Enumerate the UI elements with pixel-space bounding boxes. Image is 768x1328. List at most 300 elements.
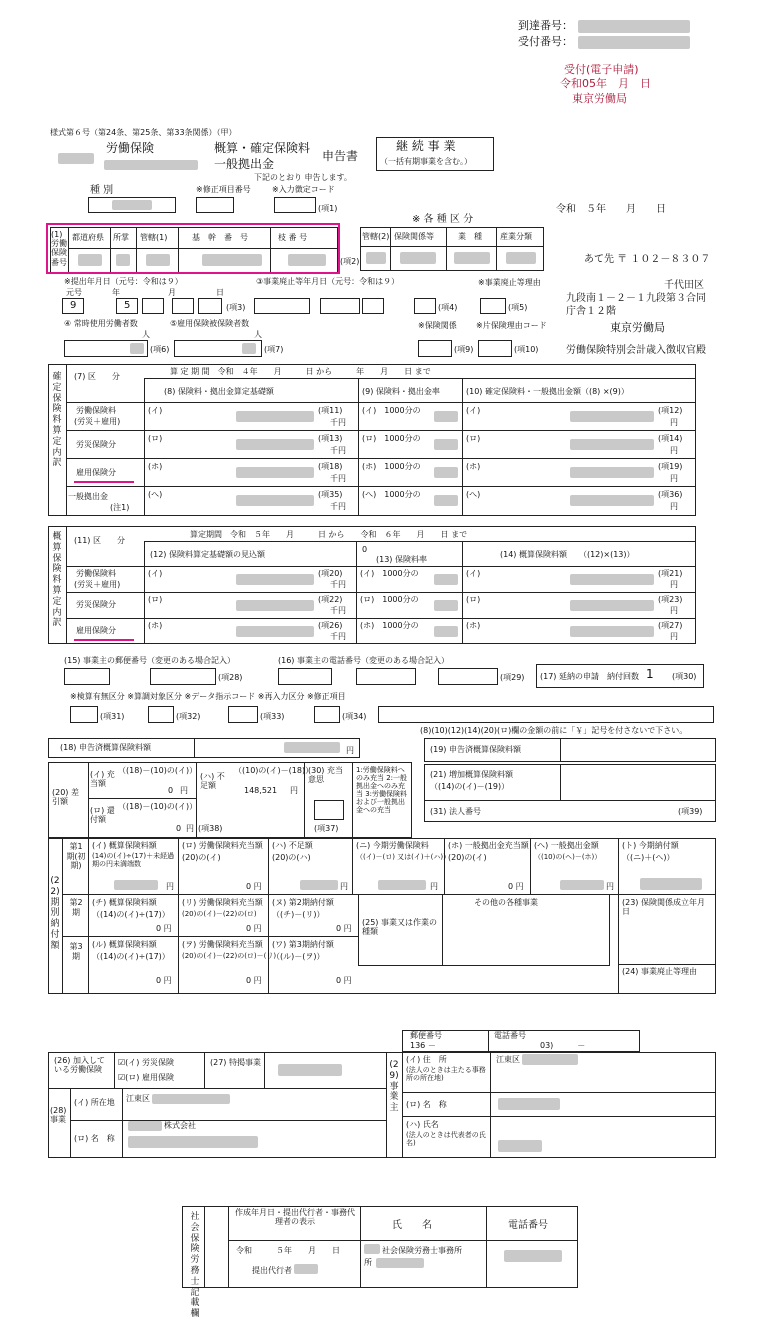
ni-yen: 円 [430, 882, 438, 891]
label15: (15) 事業主の郵便番号（変更のある場合記入） [64, 656, 235, 665]
row-sub: (注1) [110, 503, 130, 512]
row-rate: (イ) 1000分の [362, 406, 421, 415]
biz-name-redacted [128, 1121, 162, 1131]
agent-role: 提出代行者 [252, 1266, 292, 1275]
row-label: 労災保険分 [76, 600, 116, 609]
nu-value: 0 円 [336, 924, 352, 933]
row-unit-b: 円 [670, 418, 678, 427]
chi-label: (チ) 概算保険料額 [92, 898, 157, 907]
wa-label: (ワ) 第3期納付額 [272, 940, 334, 949]
phone-field-2[interactable] [356, 668, 416, 685]
to-label: (ト) 今期納付額 [622, 841, 679, 850]
item34: (項34) [342, 712, 367, 721]
row-mark: (ロ) [148, 595, 163, 604]
submit-label: ※提出年月日（元号：令和は９） [64, 277, 183, 286]
yen-note: (8)(10)(12)(14)(20)(ロ)欄の金額の前に「￥」記号を付さないで下さい。 [420, 726, 688, 735]
row-sub: (労災＋雇用) [74, 580, 121, 589]
end-reason-field[interactable] [480, 298, 506, 314]
row-mark: (へ) [148, 490, 163, 499]
row-unit-b: 円 [670, 606, 678, 615]
confirmed-side-label: 確定保険料算定内訳 [52, 372, 62, 469]
row-amount-b [570, 574, 654, 585]
correction-field[interactable] [196, 197, 234, 213]
row-unit-a: 千円 [330, 606, 346, 615]
ni-value [378, 880, 426, 890]
label29: (29) 事業主 [389, 1060, 399, 1114]
to-formula: （(ニ)＋(ヘ)） [622, 853, 675, 862]
col-main-number: 基 幹 番 号 [192, 233, 248, 242]
row-label: 雇用保険分 [76, 468, 116, 477]
row-item-a: (項20) [318, 569, 343, 578]
row-mark: (ホ) [148, 621, 163, 630]
postal-value: 136 － [410, 1041, 436, 1050]
agent-date: 令和 ５年 月 日 [236, 1246, 340, 1255]
item9: (項9) [454, 345, 474, 354]
special-business-value [278, 1064, 342, 1076]
end-reason-label: ※事業廃止等理由 [478, 278, 541, 287]
biz-name-value: 株式会社 [164, 1121, 196, 1130]
row-unit-a: 千円 [330, 446, 346, 455]
arrival-number-value [578, 20, 690, 33]
wa-value: 0 円 [336, 976, 352, 985]
term1: 第1期(初期) [66, 842, 86, 871]
item1: (項1) [318, 204, 338, 213]
end-month-field[interactable] [362, 298, 384, 314]
yen18: 円 [346, 746, 354, 755]
cat-industry: 業 種 [458, 232, 482, 241]
refund-yen: 円 [186, 824, 194, 833]
label28: (28) 事業 [50, 1106, 67, 1125]
correction-label: ※修正項目番号 [196, 185, 251, 194]
row-unit-a: 千円 [330, 502, 346, 511]
row-unit-a: 千円 [330, 580, 346, 589]
ro-label: (ロ) 労働保険料充当額 [182, 841, 263, 850]
estimated-zero: 0 [362, 545, 368, 554]
employed-label: ⑤雇用保険被保険者数 [170, 319, 250, 328]
correction-items-field[interactable] [378, 706, 714, 723]
row-label: 一般拠出金 [68, 492, 108, 501]
ho-label: (ホ) 一般拠出金充当額 [448, 841, 529, 850]
row-mark2: (ホ) [466, 621, 481, 630]
employed-value [242, 343, 256, 354]
employment-underline [74, 639, 134, 641]
row-rate-value [434, 439, 458, 450]
insurance-relation: ※保険関係 [418, 321, 457, 330]
row-mark: (イ) [148, 406, 163, 415]
shortage-yen: 円 [290, 786, 298, 795]
row-label: 労働保険料 [76, 569, 116, 578]
estimated-category-label: (11) 区 分 [74, 536, 125, 545]
chi-value: 0 円 [156, 924, 172, 933]
row-amount-b [570, 626, 654, 637]
address-redacted [522, 1054, 578, 1065]
item5: (項5) [508, 303, 528, 312]
insurance-number-label: (1) 労働保険番号 [51, 230, 67, 267]
label18: (18) 申告済概算保険料額 [60, 743, 151, 752]
item30: (項30) [672, 672, 697, 681]
wo-formula: (20)の(イ)－(22)の(ロ)－(リ) [182, 952, 277, 960]
estimated-side-label: 概算保険料算定内訳 [52, 532, 62, 629]
row-unit-b: 円 [670, 446, 678, 455]
row-amount-a [236, 574, 314, 585]
phone-label: 電話番号 [494, 1031, 526, 1040]
confirmed-period: 算 定 期 間 令和 ４年 月 日 から 年 月 日 まで [170, 367, 431, 376]
cat-industry-class: 産業分類 [500, 232, 532, 241]
phone-value: 03) － [540, 1041, 586, 1050]
item38: (項38) [198, 824, 223, 833]
location-redacted [152, 1094, 230, 1104]
item28: (項28) [218, 673, 243, 682]
ri-value: 0 円 [246, 924, 262, 933]
refund-value: 0 [176, 824, 182, 833]
row-mark2: (イ) [466, 569, 481, 578]
check-field-31[interactable] [70, 706, 98, 723]
end-era-field[interactable] [254, 298, 310, 314]
label17: (17) 延納の申請 納付回数 [540, 672, 639, 681]
label30: (30) 充当意思 [308, 766, 343, 785]
label20: (20) 差引額 [52, 788, 79, 807]
label16: (16) 事業主の電話番号（変更のある場合記入） [278, 656, 449, 665]
row-mark: (イ) [148, 569, 163, 578]
row-label: 労災保険分 [76, 440, 116, 449]
row-rate-value [434, 574, 458, 585]
row-amount-b [570, 495, 654, 506]
various-label: ※ 各 種 区 分 [412, 214, 474, 225]
cat-class-value [506, 252, 536, 264]
month-label: 月 [168, 288, 176, 297]
agent-phone-redacted [504, 1250, 562, 1262]
continuous-note: （一括有期事業を含む。） [380, 157, 472, 166]
ho-value: 0 円 [508, 882, 524, 891]
check-rousai[interactable]: ☑(イ) 労災保険 [118, 1058, 174, 1067]
row-amount-b [570, 467, 654, 478]
row-item-b: (項27) [658, 621, 683, 630]
i-yen: 円 [166, 882, 174, 891]
employer-address-value: 江東区 [496, 1055, 520, 1064]
i-value [114, 880, 158, 890]
row-rate-value [434, 411, 458, 422]
row-rate: (ロ) 1000分の [362, 434, 421, 443]
arrival-number-label: 到達番号： [518, 19, 573, 32]
row-item-b: (項12) [658, 406, 683, 415]
he-label: (ヘ) 一般拠出金額 [534, 841, 599, 850]
address-line1: 九段南１－２－１九段第３合同 [566, 293, 706, 304]
input-code-label: ※入力徴定コード [272, 185, 335, 194]
phone-field-3[interactable] [438, 668, 498, 685]
agent-side-a: 社会保険労務士記載欄 [190, 1212, 200, 1320]
employer-name-value [498, 1098, 560, 1110]
col-jurisdiction: 管轄(1) [140, 233, 168, 242]
insurance-number-highlight [46, 223, 340, 274]
row-amount-a [236, 439, 314, 450]
end-date-label: ③事業廃止等年月日（元号：令和は９） [256, 277, 400, 286]
row-item-b: (項23) [658, 595, 683, 604]
i-label: (イ) 概算保険料額 [92, 841, 157, 850]
ru-value: 0 円 [156, 976, 172, 985]
ha-label: (ハ) 不足額 [272, 841, 313, 850]
label26: (26) 加入している労働保険 [54, 1056, 105, 1075]
check-labels: ※検算有無区分 ※算調対象区分 ※データ指示コード ※再入力区分 ※修正項目 [70, 692, 346, 701]
row-mark2: (イ) [466, 406, 481, 415]
row-unit-b: 円 [670, 580, 678, 589]
era-label: 元号 [66, 288, 82, 297]
receipt-number-value [578, 36, 690, 49]
redacted-prefix [58, 153, 94, 164]
to-value [640, 878, 702, 890]
stamp-line1: 受付(電子申請) [564, 63, 639, 76]
check-field-32[interactable] [148, 706, 174, 723]
ho-formula: (20)の(イ) [448, 853, 487, 862]
kind-label: 種 別 [90, 185, 114, 196]
confirmed-col10: (10) 確定保険料・一般拠出金額（(8) ×(9)） [466, 387, 629, 396]
relation-field[interactable] [418, 340, 452, 357]
row-rate: (イ) 1000分の [360, 569, 419, 578]
row-item-a: (項18) [318, 462, 343, 471]
check-koyou[interactable]: ☑(ロ) 雇用保険 [118, 1073, 174, 1082]
item4: (項4) [438, 303, 458, 312]
row-label: 労働保険料 [76, 406, 116, 415]
item10: (項10) [514, 345, 539, 354]
ru-label: (ル) 概算保険料額 [92, 940, 157, 949]
apply-field[interactable] [314, 800, 344, 820]
col-office: 所掌 [113, 233, 129, 242]
row-amount-b [570, 411, 654, 422]
employer-name-label: (ロ) 名 称 [406, 1100, 447, 1109]
ha-value [300, 880, 338, 890]
submit-year2-field[interactable] [142, 298, 164, 314]
kind-value [112, 200, 152, 210]
agent-office-redacted [364, 1244, 380, 1254]
label21: (21) 増加概算保険料額 [430, 770, 513, 779]
end-day-field[interactable] [414, 298, 436, 314]
installments: 1 [646, 667, 654, 681]
check-field-33[interactable] [228, 706, 258, 723]
phone-field-1[interactable] [278, 668, 332, 685]
declare-note: 下記のとおり 申告します。 [254, 173, 352, 182]
item33: (項33) [260, 712, 285, 721]
rep-note: (法人のときは代表者の氏名) [406, 1131, 486, 1148]
row-item-b: (項19) [658, 462, 683, 471]
ri-formula: (20)の(イ)－(22)の(ロ) [182, 910, 257, 918]
row-mark: (ホ) [148, 462, 163, 471]
ni-formula: （(イ)－(ロ) 又は(イ)＋(ハ)） [356, 853, 451, 861]
row-mark2: (へ) [466, 490, 481, 499]
row-mark2: (ロ) [466, 595, 481, 604]
row-unit-b: 円 [670, 474, 678, 483]
row-unit-a: 千円 [330, 632, 346, 641]
confirmed-col9: (9) 保険料・拠出金率 [362, 387, 440, 396]
ha-yen: 円 [340, 882, 348, 891]
agent-col1: 作成年月日・提出代行者・事務代理者の表示 [235, 1208, 355, 1227]
row-amount-a [236, 600, 314, 611]
item3: (項3) [226, 303, 246, 312]
row-rate: (ホ) 1000分の [362, 462, 421, 471]
confirmed-col8: (8) 保険料・拠出金算定基礎額 [164, 387, 274, 396]
row-amount-a [236, 495, 314, 506]
wo-value: 0 円 [246, 976, 262, 985]
end-year-field[interactable] [320, 298, 360, 314]
biz-name-line2 [128, 1136, 258, 1148]
partial-reason: ※片保険理由コード [476, 321, 547, 330]
row-item-b: (項14) [658, 434, 683, 443]
location-value: 江東区 [126, 1094, 150, 1103]
row-unit-a: 千円 [330, 418, 346, 427]
label19: (19) 申告済概算保険料額 [430, 745, 521, 754]
location-label: (イ) 所在地 [74, 1098, 115, 1107]
row-rate-value [434, 467, 458, 478]
workers-label: ④ 常時使用労働者数 [64, 319, 138, 328]
row-label: 雇用保険分 [76, 626, 116, 635]
row-unit-a: 千円 [330, 474, 346, 483]
item39: (項39) [678, 807, 703, 816]
bureau: 東京労働局 [610, 321, 665, 334]
ro-value: 0 円 [246, 882, 262, 891]
submit-year: 5 [124, 300, 131, 311]
confirmed-category-label: (7) 区 分 [74, 372, 120, 381]
postal-label: 郵便番号 [410, 1031, 442, 1040]
agent-role-redacted [294, 1264, 318, 1274]
item37: (項37) [314, 824, 339, 833]
item31: (項31) [100, 712, 125, 721]
form-number: 様式第６号（第24条、第25条、第33条関係）（甲） [50, 128, 237, 137]
refund-label: (ロ) 還付額 [90, 806, 115, 825]
ni-label: (ニ) 今期労働保険料 [356, 841, 429, 850]
row-amount-b [570, 439, 654, 450]
estimated-period: 算定期間 令和 ５年 月 日 から 令和 ６年 月 日 まで [190, 530, 468, 539]
row-rate: (へ) 1000分の [362, 490, 421, 499]
biz-name-label: (ロ) 名 称 [74, 1134, 115, 1143]
title-declaration: 申告書 [322, 149, 359, 163]
refund-formula: （(18)－(10)の(イ)） [118, 802, 198, 811]
title-labour-insurance: 労働保険 [106, 141, 155, 155]
charge-value: 0 [168, 786, 174, 795]
cat-industry-value [454, 252, 490, 264]
ru-formula: （(14)の(イ)÷(17)） [92, 952, 170, 961]
wa-formula: （(ル)－(ヲ)） [272, 952, 325, 961]
ha-formula: (20)の(ハ) [272, 853, 311, 862]
workers-unit: 人 [142, 330, 150, 339]
submit-era: 9 [70, 300, 77, 311]
charge-yen: 円 [180, 786, 188, 795]
title-premium: 概算・確定保険料 [214, 141, 311, 155]
workers-value [130, 343, 144, 354]
cat-jurisdiction: 管轄(2) [362, 232, 390, 241]
receipt-number-label: 受付番号： [518, 35, 573, 48]
he-yen: 円 [606, 882, 614, 891]
address-label: (イ) 住 所 [406, 1055, 447, 1064]
agent-office-prefix: 所 [364, 1258, 372, 1267]
shortage-label: (ハ) 不足額 [200, 772, 225, 791]
row-mark2: (ホ) [466, 462, 481, 471]
redacted-title-sub [104, 160, 198, 170]
row-rate-value [434, 626, 458, 637]
row-mark: (ロ) [148, 434, 163, 443]
check-field-34[interactable] [314, 706, 340, 723]
officer: 労働保険特別会計歳入徴収官殿 [566, 345, 706, 356]
shortage-value: 148,521 [244, 786, 278, 795]
he-formula: （(10)の(ヘ)－(ホ)） [534, 853, 602, 861]
postal-field-2[interactable] [150, 668, 216, 685]
submit-day-field[interactable] [198, 298, 222, 314]
row-mark2: (ロ) [466, 434, 481, 443]
estimated-col13: (13) 保険料率 [376, 555, 427, 564]
input-code-field[interactable] [274, 197, 316, 213]
col-prefecture: 都道府県 [72, 233, 104, 242]
item29: (項29) [500, 673, 525, 682]
item7: (項7) [264, 345, 284, 354]
row-item-a: (項22) [318, 595, 343, 604]
period-side-label: (22) 期別納付額 [50, 876, 60, 951]
address-line2: 庁舎１２階 [566, 306, 616, 317]
employed-unit: 人 [254, 330, 262, 339]
item6: (項6) [150, 345, 170, 354]
row-amount-a [236, 467, 314, 478]
row-rate-value [434, 600, 458, 611]
term3: 第3期 [69, 942, 83, 961]
row-amount-b [570, 600, 654, 611]
rep-value [498, 1140, 542, 1152]
cat-jurisdiction-value [366, 252, 386, 264]
col-branch-number: 枝 番 号 [278, 233, 308, 242]
nu-label: (ヌ) 第2期納付額 [272, 898, 334, 907]
item2: (項2) [340, 257, 360, 266]
estimated-col12: (12) 保険料算定基礎額の見込額 [150, 550, 265, 559]
row-rate: (ロ) 1000分の [360, 595, 419, 604]
row-unit-b: 円 [670, 502, 678, 511]
row-item-a: (項13) [318, 434, 343, 443]
estimated-col14: (14) 概算保険料額 （(12)×(13)） [500, 550, 635, 559]
address-note: (法人のときは主たる事務所の所在地) [406, 1066, 486, 1083]
row-amount-a [236, 411, 314, 422]
term2: 第2期 [69, 898, 83, 917]
label27: (27) 特掲事業 [210, 1058, 261, 1067]
employment-underline [74, 481, 134, 483]
row-unit-b: 円 [670, 632, 678, 641]
label25: (25) 事業又は作業の種類 [362, 918, 437, 937]
postal-field-1[interactable] [64, 668, 110, 685]
he-value [560, 880, 604, 890]
charge-label: (イ) 充当額 [90, 770, 115, 789]
chi-formula: （(14)の(イ)÷(17)） [92, 910, 170, 919]
agent-col2: 氏 名 [392, 1220, 432, 1231]
nu-formula: （(チ)－(リ)） [272, 910, 325, 919]
continuous-business: 継 続 事 業 [396, 139, 456, 153]
row-item-b: (項36) [658, 490, 683, 499]
charge-formula: （(18)－(10)の(イ)） [118, 766, 198, 775]
label23: (23) 保険関係成立年月日 [622, 898, 705, 917]
partial-field[interactable] [478, 340, 512, 357]
row-item-a: (項26) [318, 621, 343, 630]
row-rate: (ホ) 1000分の [360, 621, 419, 630]
formula21: （(14)の(イ)－(19)） [430, 782, 510, 791]
row-item-b: (項21) [658, 569, 683, 578]
agent-name-redacted [376, 1258, 424, 1268]
row-item-a: (項35) [318, 490, 343, 499]
ri-label: (リ) 労働保険料充当額 [182, 898, 263, 907]
agent-col3: 電話番号 [508, 1220, 548, 1231]
stamp-line3: 東京労働局 [572, 92, 627, 105]
i-formula: (14)の(イ)÷(17)＋未経過期の円未満端数 [92, 852, 175, 869]
ro-formula: (20)の(イ) [182, 853, 221, 862]
apply-options: 1:労働保険料へのみ充当 2:一般拠出金へのみ充当 3:労働保険料および一般拠出金への充当 [356, 766, 408, 815]
day-label: 日 [216, 288, 224, 297]
value18 [284, 742, 340, 753]
submit-month-field[interactable] [172, 298, 194, 314]
row-item-a: (項11) [318, 406, 343, 415]
stamp-line2: 令和05年 月 日 [560, 77, 651, 90]
agent-office: 社会保険労務士事務所 [382, 1246, 462, 1255]
cat-relation-value [400, 252, 436, 264]
